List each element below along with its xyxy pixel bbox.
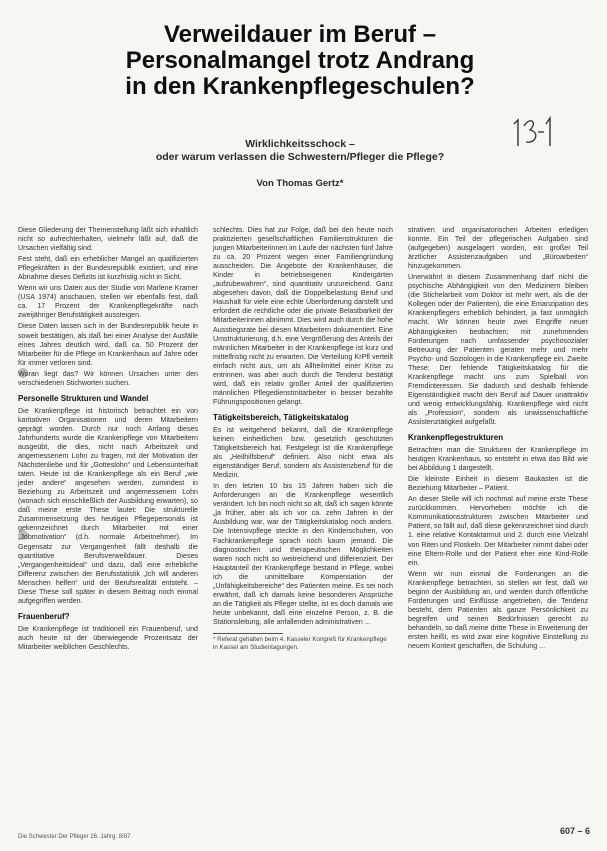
paragraph: Wenn wir nun einmal die Forderungen an die Krankenpflege betrachten, so stellen wir fest, daß wir beginn der Ausbildung an, und werden durch öffentliche Forderungen und Einflüsse angetrieben, die Tendenz besteht, dem Patienten als ganze Persönlichkeit zu begreifen und seinen Bedürfnissen gerecht zu behandeln, so daß meine dritte These in Erweiterung der ersten heißt, es wird zwar eine kognitive Einstellung zu neuem Kontext geschaffen, die Schulung ... [408,569,588,651]
text-column-1 [18,226,198,654]
author-byline: Von Thomas Gertz* [256,178,344,189]
paragraph: Die Krankenpflege ist traditionell ein Frauenberuf, und auch heute ist der überwiegende Prozentsatz der Mitarbeiter weiblichen Geschlechts. [18,624,198,651]
footnote: * Referat gehalten beim 4. Kasseler Kongreß für Krankenpflege in Kassel am Studientagungen. [213,635,387,651]
paragraph: Die Krankenpflege ist historisch betrachtet ein von karitativen Organisationen und deren Mitarbeitern geprägt worden. Durch nur noch Anfang dieses Jahrhunderts wurde die Krankenpflege von Mitarbeitern ausgeübt, die dies, nicht nach Arbeitszeit und angemessenem Lohn zu fragen, mit der Motivation der Nächstenliebe und für „Gotteslohn“ und Lebensunterhalt taten. Heute ist die Krankenpflege als ein Beruf „wie jeder andere“ angesehen werden, zumindest in Beziehung zu Arbeitszeit und angemessenem Lohn (wonach sich einschließlich der Ausbildung erwarten), so daß meine erste These lautet: Die strukturelle Zusammensetzung des heutigen Pflegepersonals ist gekennzeichnet durch Mitarbeiter mit einer „Jobmotivation“ (d.h. normale Arbeitnehmer). Im Gegensatz zur Vergangenheit fällt deshalb die quantitative Berufsverweildauer. Dieses „Vergangenheitsideal“ und dazu, daß eine erhebliche Differenz zwischen der Berufsstatistik „Ich will anderen Menschen helfen“ und der Berufsrealität entsteht. – Diese These soll später in diesem Beitrag noch einmal aufgegriffen werden. [18,406,198,605]
paragraph: Es ist weitgehend bekannt, daß die Krankenpflege keinen einheitlichen bzw. gesetzlich geschützten Tätigkeitsbereich hat. Festgelegt ist die Krankenpflege als „Heilhilfsberuf“ definiert. Also nicht etwa als eigenständiger Beruf, sondern als Assistenzberuf für die Medizin. [213,425,393,480]
title-line-3: in den Krankenpflegeschulen? [125,73,475,100]
paragraph: schlechts. Dies hat zur Folge, daß bei den heute noch praktizierten gesellschaftlichen Familienstrukturen die jungen Mitarbeiterinnen im Laufe der nächsten fünf Jahre zu ca. 20 Prozent wegen einer Familiengründung ausscheiden. Die Angebote der Krankenhäuser, die Kinder in betriebseigenen Kindergärten „aufzubewahren“, sind quantitativ unzureichend. Ganz abgesehen davon, daß die Doppelbelastung Beruf und Haushalt für viele eine echte Überforderung darstellt und erfordert die rechtliche oder die private Belastbarkeit der Mitarbeiterinnen abnimmt. Dies wird auch durch die hohe Ausstiegsrate bei diesen Mitarbeitern dokumentiert. Eine Umstrukturierung, d.h. eine Vergrößerung des Anteils der männlichen Mitarbeiter in der Krankenpflege ist kurz und mittelfristig nicht zu erwarten. Die Verteilung KrPfl verteilt einfach nicht aus, um als Allheilmittel einer Krise zu entrinnen, was aber auch durch die Tendenz bestätigt wird, daß ein relativ großer Anteil der qualifizierten männlichen Pflegedienstmitarbeiter in besser bezahlte Führungspositionen gelangt. [213,226,393,406]
paragraph: Woran liegt das? Wir können Ursachen unter den verschiedenen Stichworten suchen. [18,369,198,387]
paragraph: Die kleinste Einheit in diesem Baukasten ist die Beziehung Mitarbeiter – Patient. [408,475,588,493]
paragraph: Unerwähnt in diesem Zusammenhang darf nicht die psychische Abhängigkeit von den Medizinern bleiben (die Stichelarbeit vom Doktor ist mehr wert, als die der Kollegen oder der Patienten), die eine Emanzipation des Krankenpflegers erheblich behindert, ja fast unmöglich macht. Wir können heute zwei Eingriffe neuer Abhängigkeiten beobachten; mit zunehmenden Forderungen nach umfassender psychosozialer Betreuung der Patienten geraten mehr und mehr Psycho- und Soziologen in die Krankenpflege ein. Zweite These: Der fehlende Tätigkeitskatalog für die Krankenpflege macht uns zum Spielball von Fremdinteressen. Sie dadurch und deshalb fehlende Eigenständigkeit macht den Beruf auf Dauer unattraktiv und wenig entwicklungsfähig. Krankenpflege wird nicht als „Profession“, sondern als unwissenschaftliche Assistenztätigkeit aufgefaßt. [408,273,588,426]
section-heading: Personelle Strukturen und Wandel [18,393,149,403]
title-line-1: Verweildauer im Beruf – [163,21,437,48]
paragraph: Betrachten man die Strukturen der Krankenpflege im heutigen Krankenhaus, so entsteht in etwa das Bild wie bei Abbildung 1 dargestellt. [408,446,588,473]
paragraph: An dieser Stelle will ich nochmal auf meine erste These zurückkommen. Hervorheben möchte ich die Kommunikationsstrukturen zwischen Mitarbeiter und Patient, so fällt auf, daß diese gekennzeichnet sind durch 1. eine relative Kontaktarmut und 2. durch eine Vielzahl von Riten und Floskeln. Der Mitarbeiter nimmt dabei oder eine Eltern-Rolle und der Patient eher eine Kind-Rolle ein. [408,495,588,567]
article-subtitle [70,138,530,164]
section-heading: Tätigkeitsbereich, Tätigkeitskatalog [213,412,349,422]
paragraph: Diese Daten lassen sich in der Bundesrepublik heute in soweit bestätigen, als daß bei einer Analyse der Ausfälle eines Jahres deutlich wird, daß ca. 50 Prozent der Mitarbeiter für die Pflege im Krankenhaus auf Jahre oder für immer verloren sind. [18,322,198,367]
page-number: 607 – 6 [560,826,591,836]
paragraph: In den letzten 10 bis 15 Jahren haben sich die Anforderungen an die Krankenpflege wesentlich verändert. Ich bin noch nicht so alt, daß ich sagen könnte „ja früher, aber als ich vor ca. zehn Jahren in der Ausbildung war, war der Tätigkeitskatalog noch anders. Die Intensivpflege steckte in den Kinderschuhen, von Fachkrankenpflege sprach noch kaum jemand. Die diagnostischen und therapeutischen Möglichkeiten waren noch nicht so weitreichend und differenziert. Der Hauptanteil der Krankenpflege bestand in Pflege, wobei ich die unmittelbare Kompensation der „Unfähigkeitsbereiche“ des Patienten meine. Es sei noch erwähnt, daß ich damals keine besonderen Ansprüche an die Tätigkeit als Pfleger stellte, ist es doch damals wie heute unbekannt, daß eine einzelne Person, z. B. die Stationsleitung, alle anfallenden administrativen ... [213,482,393,626]
paragraph: Fest steht, daß ein erheblicher Mangel an qualifizierten Pflegekräften in der Bundesrepublik existiert, und eine Abnahme dieses Defizits ist kurzfristig nicht in Sicht. [18,255,198,282]
subtitle-line-2: oder warum verlassen die Schwestern/Pfleger die Pflege? [155,151,445,163]
journal-footer: Die Schwester Der Pfleger 26. Jahrg. 8/87 [18,834,131,840]
article-title [60,22,540,100]
paragraph: strativen und organisatorischen Arbeiten erledigen konnte. Ein Teil der pflegerischen Aufgaben sind (aufgegeben) ausgelagert worden, ein großer Teil ärztlicher Assistenzaufgaben und „Büroarbeiten“ hinzugekommen. [408,226,588,271]
paragraph: Wenn wir uns Daten aus der Studie von Marlene Kramer (USA 1974) anschauen, stellen wir ebenfalls fest, daß ca. 17 Prozent der Krankenpflegekräfte nach zweijähriger Berufstätigkeit aussteigen. [18,284,198,320]
text-column-3 [408,226,588,653]
text-column-2 [213,226,393,652]
title-line-2: Personalmangel trotz Andrang [125,47,475,74]
paragraph: Diese Gliederung der Themenstellung läßt sich inhaltlich nicht so aufrechterhalten, vielmehr läßt auf, daß die Ursachen vielfältig sind. [18,226,198,253]
footnote-divider [213,633,283,634]
section-heading: Krankenpflegestrukturen [408,433,504,443]
section-heading: Frauenberuf? [18,611,70,621]
subtitle-line-1: Wirklichkeitsschock – [245,138,355,150]
